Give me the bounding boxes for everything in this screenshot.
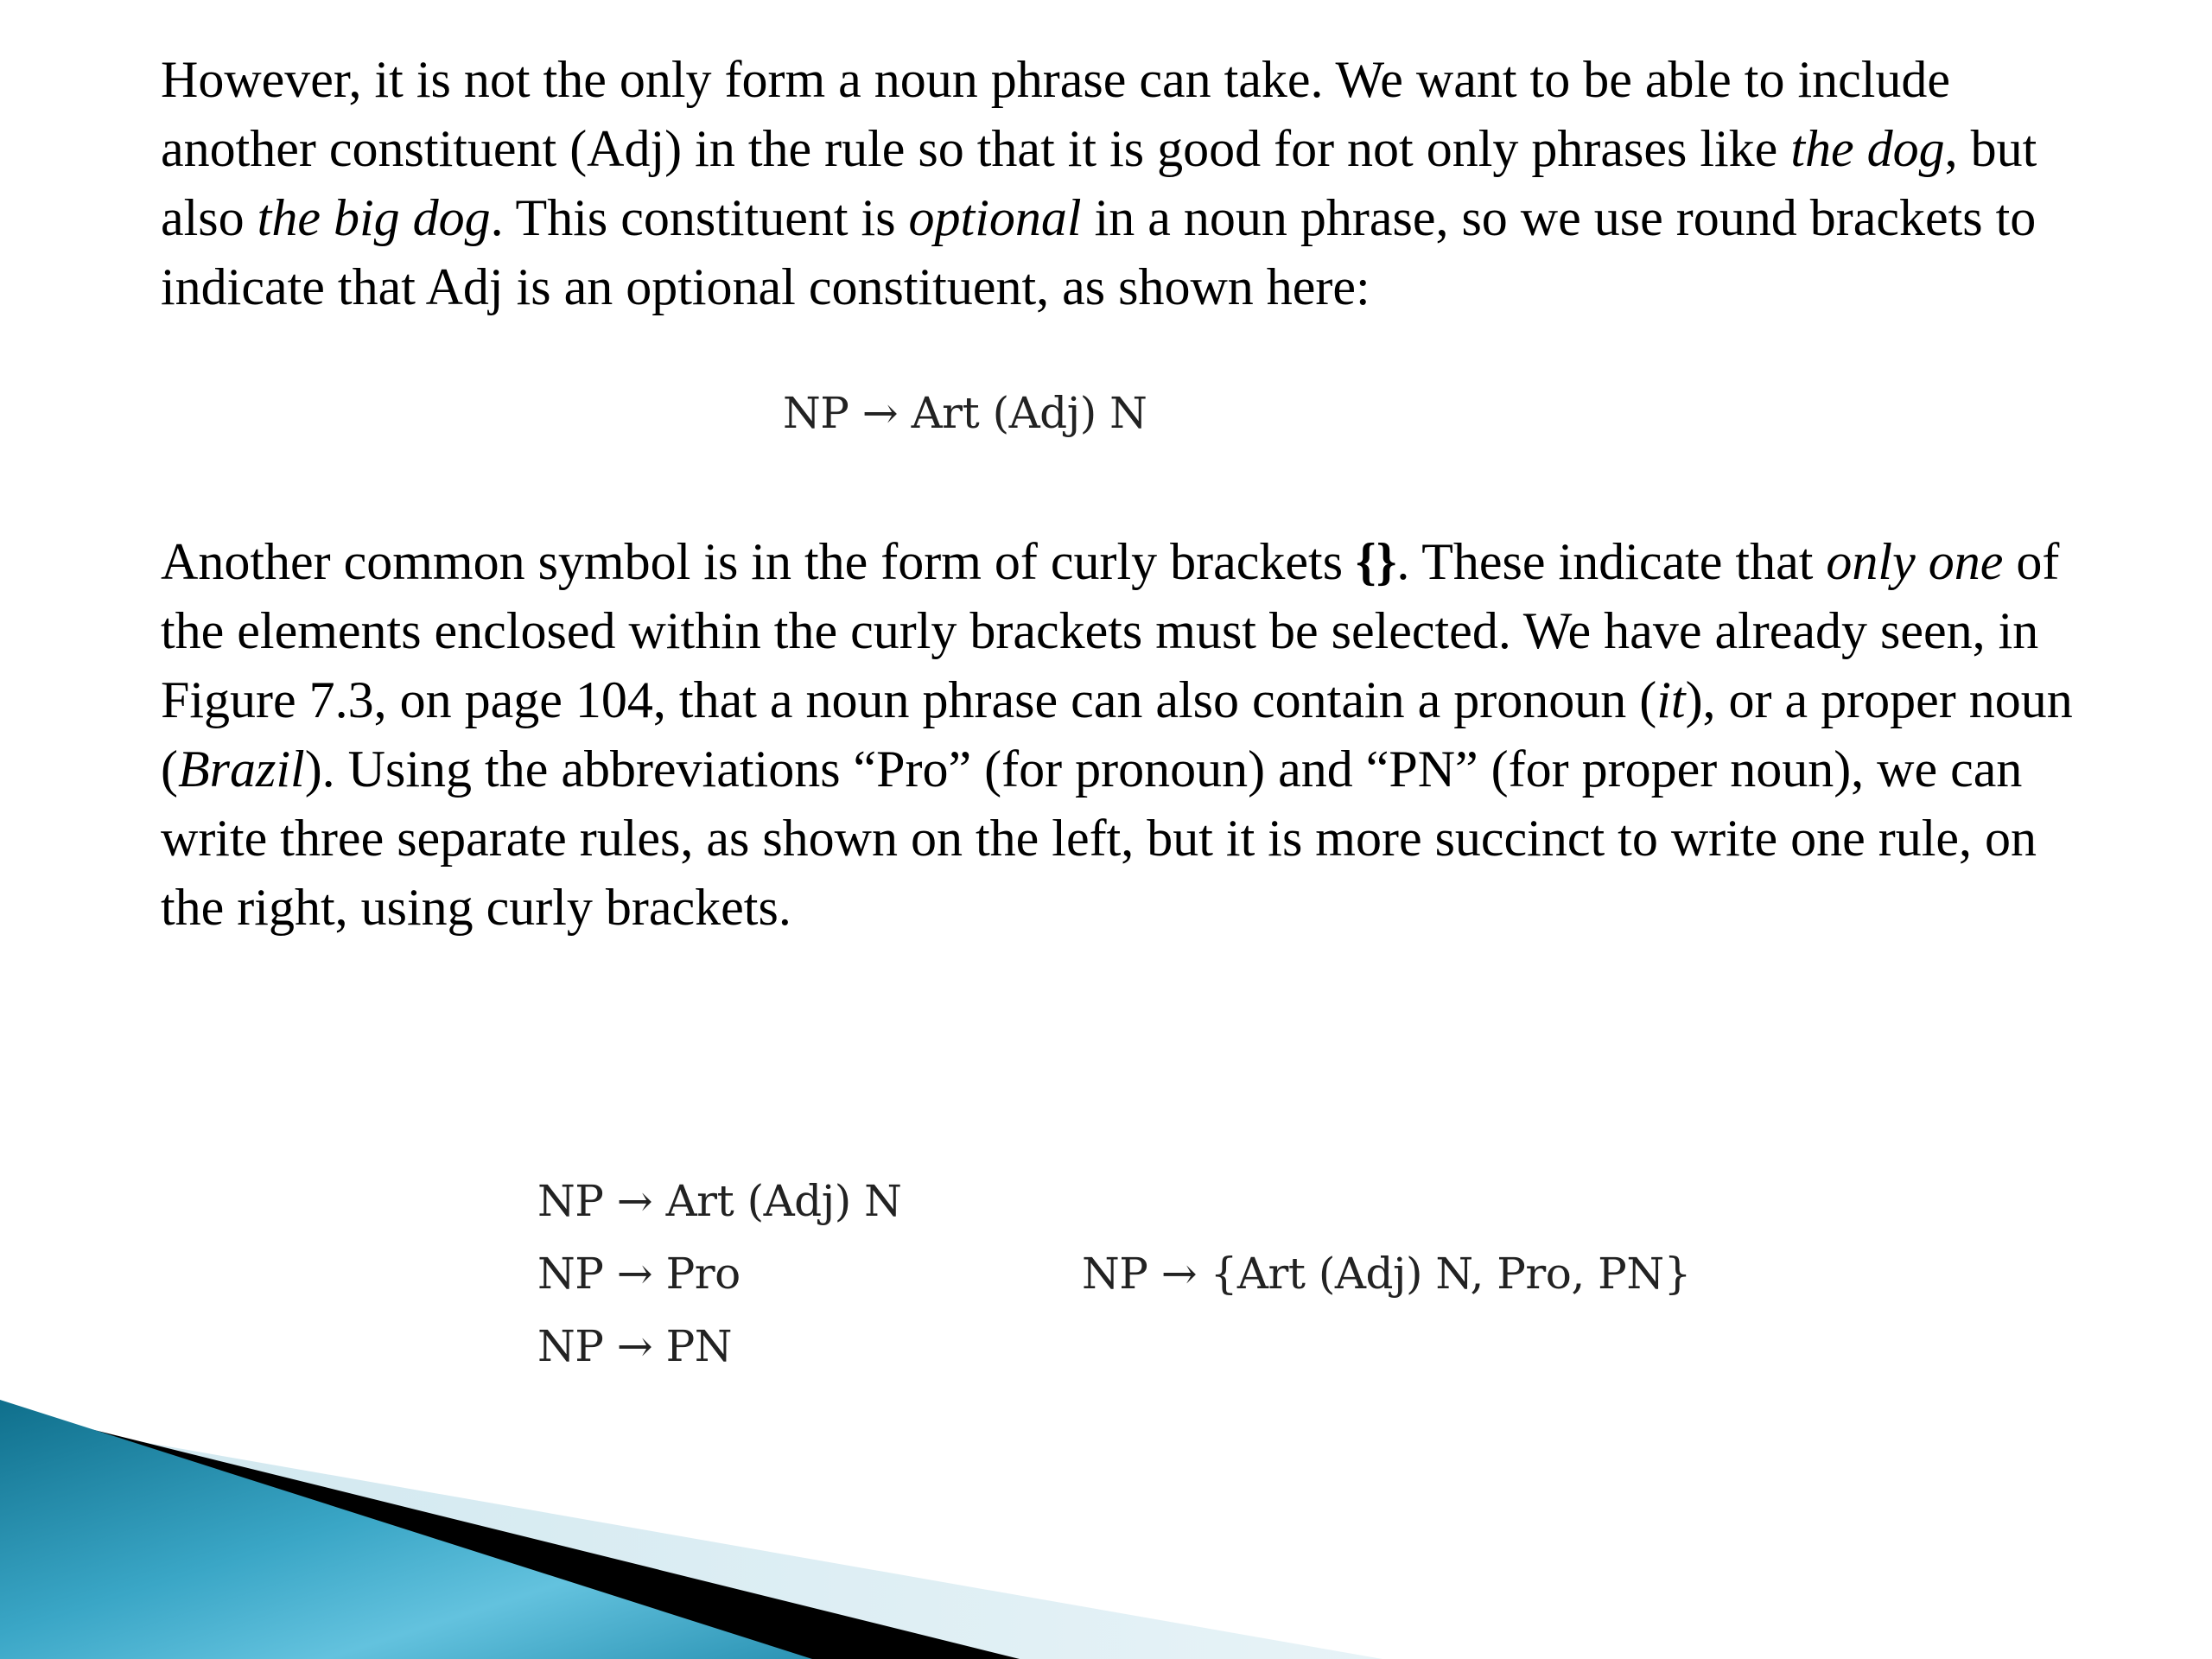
text-span: . These indicate that: [1396, 533, 1827, 590]
text-span: Another common symbol is in the form of curly brackets: [161, 533, 1357, 590]
emphasis-optional: optional: [908, 189, 1082, 246]
text-span: . This constituent is: [490, 189, 909, 246]
text-span: ). Using the abbreviations “Pro” (for pronoun) and “PN” (for proper noun), we can write three separate rules, as shown on the left, but it is more succinct to write one rule, on the right, using curly brackets.: [161, 741, 2037, 936]
teal-wedge: [0, 1400, 812, 1659]
emphasis-only-one: only one: [1826, 533, 2004, 590]
rule-left-art-adj-n: NP → Art (Adj) N: [537, 1176, 902, 1226]
text-span: However, it is not the only form a noun phrase can take. We want to be able to include another constituent (Adj) in the rule so that it is good for not only phrases like: [161, 51, 1951, 177]
text-span: ), or a proper noun (: [161, 671, 2073, 798]
text-span: , but also: [161, 120, 2037, 246]
rule-right-curly: NP → {Art (Adj) N, Pro, PN}: [1082, 1249, 1691, 1299]
rule-optional-adj: NP → Art (Adj) N: [783, 388, 1147, 438]
rule-left-pro: NP → Pro: [537, 1249, 741, 1299]
example-phrase: the big dog: [257, 189, 491, 246]
example-phrase: the dog: [1790, 120, 1945, 177]
example-proper-noun: Brazil: [177, 741, 305, 798]
text-span: of the elements enclosed within the curly brackets must be selected. We have already seen, in Figure 7.3, on page 104, that a noun phrase can also contain a pronoun (: [161, 533, 2060, 728]
curly-brackets-symbol: {}: [1356, 533, 1397, 590]
text-span: in a noun phrase, so we use round brackets to indicate that Adj is an optional constituent, as shown here:: [161, 189, 2037, 315]
rule-left-pn: NP → PN: [537, 1321, 732, 1371]
example-pronoun: it: [1656, 671, 1686, 728]
